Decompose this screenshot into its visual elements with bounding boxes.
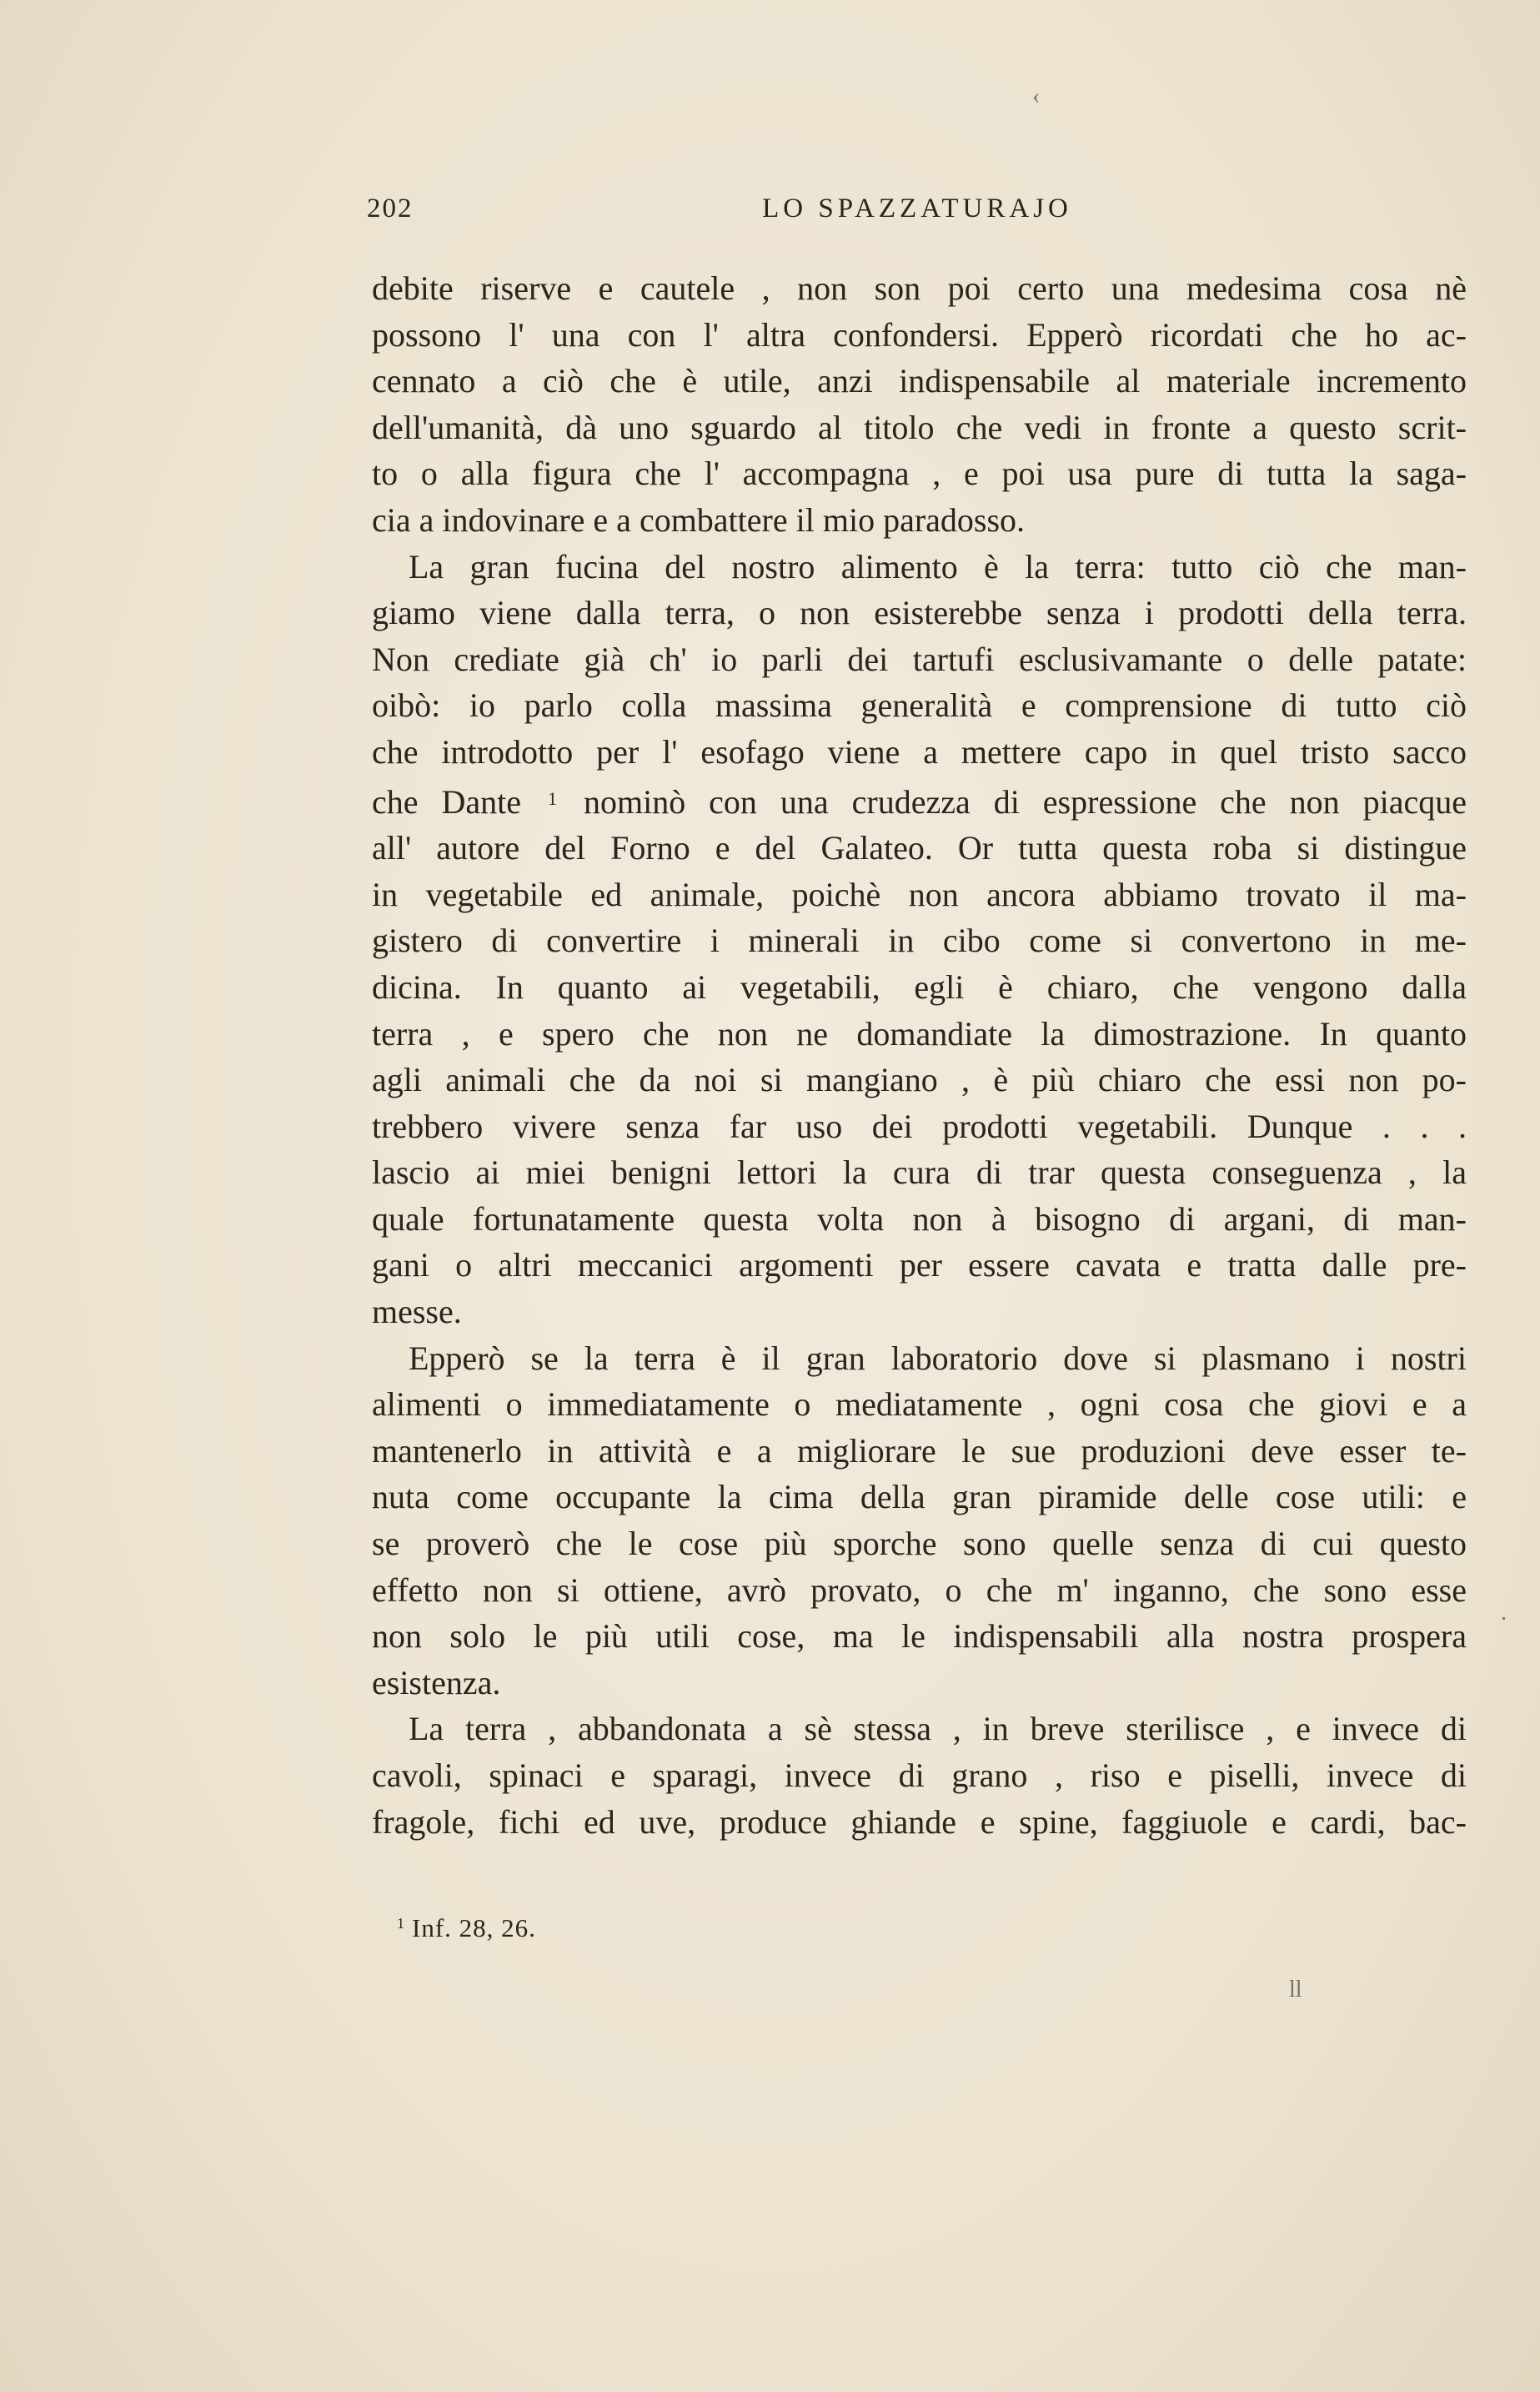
text-line: La gran fucina del nostro alimento è la terra: tutto ciò che man- [409,547,1467,585]
text-line [372,776,1467,826]
footnote-mark: 1 [397,1915,405,1932]
text-line: fragole, fichi ed uve, produce ghiande e spine, faggiuole e cardi, bac- [372,1802,1467,1841]
text-line: se proverò che le cose più sporche sono quelle senza di cui questo [372,1525,1467,1563]
text-line: non solo le più utili cose, ma le indispensabili alla nostra prospera [372,1617,1467,1656]
text-line: possono l' una con l' altra confondersi. Epperò ricordati che ho ac- [372,315,1467,354]
text-line: agli animali che da noi si mangiano , è più chiaro che essi non po- [372,1061,1467,1099]
page-header [367,193,1467,235]
page-number: 202 [367,193,414,224]
text-line: oibò: io parlo colla massima generalità e comprensione di tutto ciò [372,686,1467,725]
running-title: LO SPAZZATURAJO [762,193,1072,224]
text-line: cennato a ciò che è utile, anzi indispensabile al materiale incremento [372,362,1467,400]
print-mark-bottom: ll [1289,1977,1302,2003]
text-line: Epperò se la terra è il gran laboratorio dove si plasmano i nostri [409,1339,1467,1377]
text-line: messe. [372,1293,462,1331]
text-line: gani o altri meccanici argomenti per essere cavata e tratta dalle pre- [372,1246,1467,1284]
print-mark-top: ‹ [1032,83,1041,109]
text-line: dicina. In quanto ai vegetabili, egli è chiaro, che vengono dalla [372,967,1467,1006]
text-line: nuta come occupante la cima della gran piramide delle cose utili: e [372,1478,1467,1516]
text-line: che introdotto per l' esofago viene a mettere capo in quel tristo sacco [372,732,1467,771]
text-line: all' autore del Forno e del Galateo. Or tutta questa roba si distingue [372,829,1467,867]
text-line: trebbero vivere senza far uso dei prodotti vegetabili. Dunque . . . [372,1107,1467,1145]
text-line: terra , e spero che non ne domandiate la dimostrazione. In quanto [372,1014,1467,1053]
text-line: quale fortunatamente questa volta non à bisogno di argani, di man- [372,1199,1467,1238]
text-segment: nominò con una crudezza di espressione che non piacque [583,782,1467,821]
footnote-reference: 1 [547,787,557,809]
text-line: cavoli, spinaci e sparagi, invece di grano , riso e piselli, invece di [372,1756,1467,1794]
text-line: cia a indovinare e a combattere il mio paradosso. [372,500,1026,539]
text-segment: che Dante [372,782,521,821]
text-line: esistenza. [372,1663,501,1701]
footnote [397,1913,536,1943]
text-line: debite riserve e cautele , non son poi certo una medesima cosa nè [372,269,1467,307]
text-line: La terra , abbandonata a sè stessa , in breve sterilisce , e invece di [409,1710,1467,1748]
body-text [372,265,1467,1845]
text-line: gistero di convertire i minerali in cibo come si convertono in me- [372,922,1467,960]
text-line: to o alla figura che l' accompagna , e poi usa pure di tutta la saga- [372,455,1467,493]
text-line: effetto non si ottiene, avrò provato, o che m' inganno, che sono esse [372,1570,1467,1609]
text-line: alimenti o immediatamente o mediatamente , ogni cosa che giovi e a [372,1385,1467,1424]
text-line: giamo viene dalla terra, o non esisterebbe senza i prodotti della terra. [372,594,1467,632]
text-line: lascio ai miei benigni lettori la cura di trar questa conseguenza , la [372,1153,1467,1192]
text-line: mantenerlo in attività e a migliorare le sue produzioni deve esser te- [372,1431,1467,1470]
text-line: dell'umanità, dà uno sguardo al titolo che vedi in fronte a questo scrit- [372,408,1467,446]
text-line: in vegetabile ed animale, poichè non ancora abbiamo trovato il ma- [372,875,1467,913]
print-mark-right: . [1501,1600,1507,1626]
text-line: Non crediate già ch' io parli dei tartufi esclusivamante o delle patate: [372,640,1467,678]
footnote-text: Inf. 28, 26. [412,1913,536,1942]
